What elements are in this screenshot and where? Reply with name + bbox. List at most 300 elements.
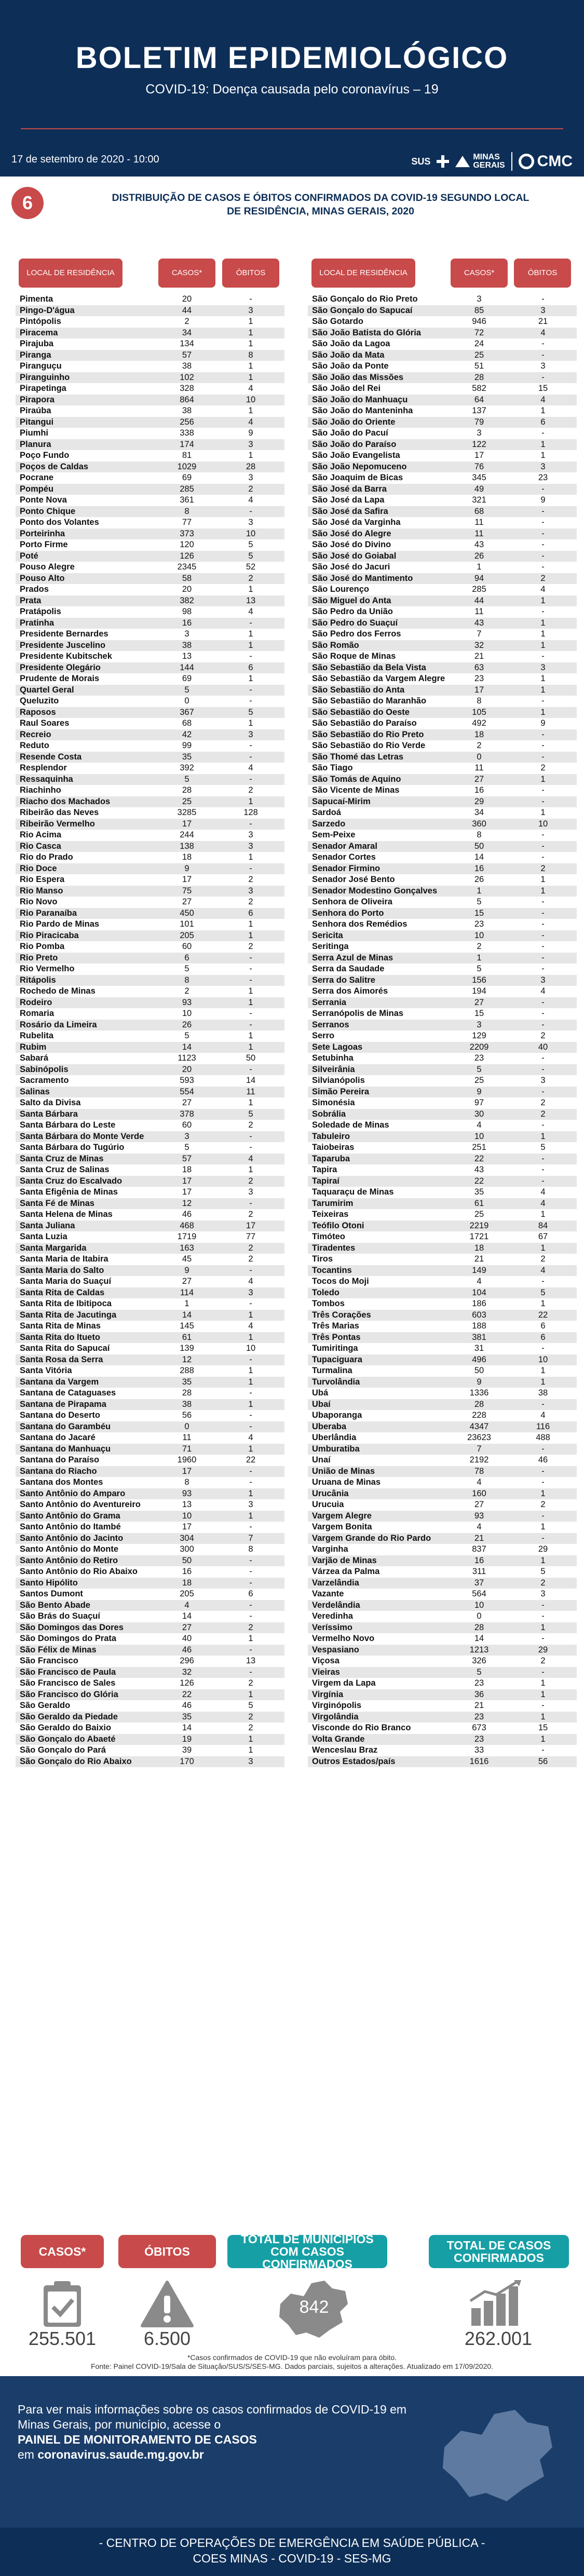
cases-value: 68 [474,506,484,516]
header-casos-left: CASOS* [158,259,215,288]
table-row [308,1466,577,1477]
deaths-value: - [249,618,252,628]
deaths-value: 1 [248,451,253,460]
cases-value: 14 [182,1042,192,1052]
table-row [308,1600,577,1611]
deaths-value: - [249,1477,252,1487]
deaths-value: - [249,1388,252,1398]
municipality-name: Tumiritinga [312,1344,358,1353]
cases-value: 367 [180,707,194,717]
deaths-value: 2 [248,1210,253,1219]
cases-value: 56 [182,1411,192,1420]
footer-line2: COES MINAS - COVID-19 - SES-MG [193,2552,391,2565]
cases-value: 23623 [467,1433,491,1442]
deaths-value: - [249,752,252,762]
municipality-name: São Domingos do Prata [20,1634,117,1643]
municipality-name: São Sebastião da Bela Vista [312,662,426,672]
deaths-value: 84 [538,1221,548,1230]
cases-value: 21 [474,1254,484,1264]
municipality-name: Taiobeiras [312,1143,355,1152]
cases-value: 603 [472,1310,486,1320]
deaths-value: - [541,741,545,750]
municipality-name: Pompéu [20,484,54,494]
cases-value: 27 [182,1098,192,1107]
deaths-value: 6 [248,908,253,918]
deaths-value: 4 [248,1433,253,1442]
table-row [16,1332,284,1344]
table-row [308,1377,577,1388]
cases-value: 864 [180,395,194,404]
municipality-name: Ribeirão Vermelho [20,819,95,829]
deaths-value: - [249,652,252,661]
cases-value: 321 [472,495,486,505]
deaths-value: 1 [248,1310,253,1320]
municipality-name: Virgem da Lapa [312,1678,376,1688]
cases-value: 10 [474,930,484,940]
website-link[interactable]: coronavirus.saude.mg.gov.br [37,2448,204,2461]
cases-value: 1 [477,562,482,572]
deaths-value: 2 [248,875,253,884]
cases-value: 170 [180,1756,194,1766]
cases-value: 174 [180,439,194,449]
municipality-name: Tapiraí [312,1176,339,1186]
table-row [16,562,284,573]
deaths-value: 9 [248,428,253,438]
municipality-name: Varzelândia [312,1578,359,1588]
municipality-name: Silvianópolis [312,1076,365,1085]
deaths-value: - [541,294,545,304]
deaths-value: 2 [540,1254,546,1264]
cases-value: 8 [184,975,189,985]
cases-value: 149 [472,1265,486,1275]
plus-icon [437,155,449,168]
table-row [308,752,577,763]
cases-value: 360 [472,819,486,829]
table-row [308,495,577,506]
table-row [16,439,284,451]
municipality-name: São Francisco de Paula [20,1667,116,1677]
deaths-value: 1 [248,796,253,806]
municipality-name: Poços de Caldas [20,462,89,471]
table-row [308,662,577,674]
municipality-name: Presidente Kubitschek [20,652,112,661]
table-row [308,886,577,897]
municipality-name: Pouso Alegre [20,562,75,572]
table-row [16,1667,284,1678]
deaths-value: 1 [248,1377,253,1387]
panel-link[interactable]: PAINEL DE MONITORAMENTO DE CASOS [18,2433,257,2446]
municipality-name: Sabará [20,1053,49,1063]
deaths-value: 1 [540,685,546,695]
municipality-name: Santa Rita de Minas [20,1321,101,1331]
cases-value: 44 [474,595,484,605]
info-line2: Minas Gerais, por município, acesse o [18,2418,221,2431]
municipality-name: Vargem Bonita [312,1522,372,1531]
table-row [16,908,284,919]
deaths-value: 3 [540,305,546,315]
municipality-name: Santa Margarida [20,1243,87,1253]
municipality-name: Sobrália [312,1109,346,1119]
deaths-value: 1 [248,1042,253,1052]
deaths-value: 1 [248,406,253,415]
logo-strip [411,151,573,172]
table-row [308,953,577,964]
municipality-name: Rio Novo [20,897,58,906]
deaths-value: 1 [540,808,546,817]
table-row [308,897,577,908]
cases-value: 11 [474,763,484,772]
obitos-value: 6.500 [143,2328,191,2349]
municipality-name: Porto Firme [20,540,68,549]
municipality-name: Simonésia [312,1098,355,1107]
deaths-value: 128 [243,808,258,817]
cases-value: 17 [182,1522,192,1531]
deaths-value: 56 [538,1756,548,1766]
municipality-name: Virgolândia [312,1712,359,1721]
municipality-name: Seritinga [312,942,349,951]
deaths-value: 1 [540,618,546,628]
cases-value: 13 [182,1500,192,1509]
municipality-name: Vargem Alegre [312,1511,372,1521]
municipality-name: Senhora dos Remédios [312,919,408,929]
municipality-name: Soledade de Minas [312,1120,389,1130]
deaths-value: 13 [246,1656,256,1665]
table-row [308,796,577,808]
municipality-name: Santana do Paraíso [20,1455,100,1465]
table-row [16,1176,284,1187]
cases-value: 21 [474,1533,484,1543]
cases-value: 27 [182,897,192,906]
municipality-name: Verdelândia [312,1600,360,1610]
municipality-name: Prados [20,585,49,594]
cases-value: 338 [180,428,194,438]
cases-value: 37 [474,1578,484,1588]
deaths-value: 1 [248,1511,253,1521]
cases-value: 311 [472,1567,486,1576]
cases-value: 45 [182,1254,192,1264]
cases-value: 58 [182,573,192,583]
table-row [308,629,577,640]
municipality-name: São Sebastião da Vargem Alegre [312,674,445,683]
deaths-value: 3 [540,662,546,672]
municipality-name: Turmalina [312,1366,352,1375]
municipality-name: Serra do Salitre [312,975,375,985]
table-row [16,395,284,406]
table-row [16,1578,284,1589]
deaths-value: - [541,428,545,438]
table-row [16,405,284,417]
section-title-line1: DISTRIBUIÇÃO DE CASOS E ÓBITOS CONFIRMADOS DA COVID-19 SEGUNDO LOCAL [112,192,529,204]
table-row [16,953,284,964]
deaths-value: 2 [248,573,253,583]
deaths-value: - [541,1444,545,1454]
cases-value: 1 [477,953,482,962]
municipality-name: Santa Rita de Caldas [20,1287,105,1297]
municipality-name: Serranos [312,1020,349,1029]
deaths-value: - [541,1154,545,1163]
cases-value: 582 [472,384,486,393]
cases-value: 1336 [469,1388,489,1398]
info-box [0,2376,584,2528]
cases-value: 61 [474,1198,484,1208]
municipality-name: Três Pontas [312,1332,361,1342]
table-row [308,1042,577,1053]
table-row [16,506,284,518]
municipality-name: Ponto Chique [20,506,76,516]
deaths-value: 1 [540,1488,546,1498]
deaths-value: 3 [248,473,253,482]
deaths-value: 4 [248,607,253,616]
table-row [308,1176,577,1187]
cases-value: 946 [472,317,486,326]
deaths-value: 28 [246,462,256,471]
cases-value: 20 [182,294,192,304]
table-row [16,796,284,808]
deaths-value: 46 [538,1455,548,1465]
cases-value: 5 [184,774,189,784]
municipality-name: Ribeirão das Neves [20,808,99,817]
table-row [308,830,577,841]
header-divider [21,128,563,129]
table-row [16,986,284,997]
cases-value: 78 [474,1466,484,1476]
table-row [16,1142,284,1154]
cases-value: 160 [472,1488,486,1498]
municipality-name: Santa Vitória [20,1366,72,1375]
bar-chart-icon [467,2280,524,2328]
deaths-value: 2 [540,1031,546,1040]
cases-value: 7 [477,1444,482,1454]
table-row [16,1734,284,1745]
municipality-name: São José do Jacuri [312,562,390,572]
deaths-value: 2 [540,1656,546,1665]
deaths-value: 1 [248,585,253,594]
municipality-name: Rio Preto [20,953,58,962]
municipality-name: São Domingos das Dores [20,1622,124,1632]
municipality-name: Visconde do Rio Branco [312,1723,411,1732]
municipality-name: Pocrane [20,473,54,482]
deaths-value: - [541,1511,545,1521]
cases-value: 0 [477,1611,482,1621]
municipality-name: Sete Lagoas [312,1042,363,1052]
municipality-name: Virginópolis [312,1701,362,1710]
deaths-value: - [249,1611,252,1621]
table-row [16,1120,284,1131]
municipality-name: Ubá [312,1388,329,1398]
cases-value: 163 [180,1243,194,1253]
deaths-value: 1 [248,1098,253,1107]
deaths-value: - [249,1522,252,1531]
cases-value: 4 [477,1277,482,1286]
cases-value: 50 [474,1366,484,1375]
table-row [16,1477,284,1488]
municipality-name: Santa Cruz de Salinas [20,1165,110,1174]
table-row [308,1321,577,1332]
table-row [16,1645,284,1656]
table-row [308,863,577,875]
municipality-name: Pratápolis [20,607,61,616]
municipality-name: Urucuia [312,1500,344,1509]
table-row [308,1533,577,1544]
table-row [16,1622,284,1634]
cases-value: 57 [182,1154,192,1163]
table-row [16,551,284,562]
deaths-value: 22 [246,1455,256,1465]
cases-value: 13 [182,652,192,661]
table-row [16,696,284,707]
cases-value: 144 [180,662,194,672]
cases-value: 39 [182,1745,192,1755]
municipality-name: Santo Antônio do Aventureiro [20,1500,141,1509]
municipality-name: Sabinópolis [20,1064,69,1074]
municipality-name: Senador Firmino [312,863,381,873]
municipality-name: São João Evangelista [312,451,400,460]
logo-separator [511,152,512,171]
table-row [16,1321,284,1332]
cases-value: 1 [477,886,482,896]
cases-value: 129 [472,1031,486,1040]
deaths-value: - [249,1411,252,1420]
municipality-name: São João do Paraíso [312,439,397,449]
table-row [308,1700,577,1712]
table-row [308,417,577,428]
table-row [308,1522,577,1533]
table-row [308,573,577,585]
municipality-name: Santo Hipólito [20,1578,78,1588]
cases-value: 16 [182,1567,192,1576]
table-row [308,1298,577,1310]
table-row [308,1578,577,1589]
table-row [16,863,284,875]
cases-value: 25 [474,1076,484,1085]
municipality-name: Santa Helena de Minas [20,1210,113,1219]
cases-value: 1123 [178,1053,196,1063]
municipality-name: Viçosa [312,1656,339,1665]
cases-value: 5 [477,897,482,906]
table-row [308,874,577,886]
cases-value: 42 [182,729,192,739]
table-row [16,305,284,317]
table-row [16,1633,284,1645]
table-row [308,1678,577,1689]
cases-value: 114 [180,1287,194,1297]
deaths-value: 2 [248,785,253,795]
municipality-name: Santa Maria de Itabira [20,1254,108,1264]
cases-value: 76 [474,462,484,471]
deaths-value: - [541,1344,545,1353]
deaths-value: 10 [538,1354,548,1364]
cases-value: 23 [474,1053,484,1063]
table-row [308,606,577,618]
table-row [308,1410,577,1421]
municipality-name: Setubinha [312,1053,354,1063]
table-row [308,316,577,328]
cases-value: 381 [472,1332,486,1342]
cases-value: 23 [474,1712,484,1721]
municipality-name: Tiradentes [312,1243,356,1253]
municipality-name: Vermelho Novo [312,1634,375,1643]
deaths-value: - [249,1667,252,1677]
footnote-line1: *Casos confirmados de COVID-19 que não evoluíram para óbito. [187,2353,397,2362]
cases-value: 28 [182,1388,192,1398]
table-row [16,707,284,718]
deaths-value: 4 [248,763,253,772]
deaths-value: - [249,1600,252,1610]
deaths-value: - [541,562,545,572]
cases-value: 0 [477,752,482,762]
municipality-name: Veríssimo [312,1622,352,1632]
cases-value: 10 [182,1009,192,1018]
table-row [16,1511,284,1522]
deaths-value: 3 [540,1589,546,1598]
municipality-name: Quartel Geral [20,685,74,695]
table-row [308,361,577,372]
cases-value: 16 [474,1555,484,1565]
deaths-value: 1 [248,1634,253,1643]
cases-value: 104 [472,1287,486,1297]
table-row [308,350,577,361]
table-row [308,551,577,562]
cases-value: 15 [474,908,484,918]
table-row [308,1276,577,1287]
municipality-name: Resplendor [20,763,67,772]
table-row [16,1689,284,1701]
municipality-name: São Romão [312,640,359,650]
municipality-name: Planura [20,439,51,449]
municipality-name: Rio Pardo de Minas [20,919,100,929]
municipality-name: Santa Cruz de Minas [20,1154,104,1163]
deaths-value: - [249,1064,252,1074]
page-subtitle: COVID-19: Doença causada pelo coronavírus – 19 [145,82,439,97]
deaths-value: 1 [540,439,546,449]
info-line1: Para ver mais informações sobre os casos confirmados de COVID-19 em [18,2403,407,2416]
deaths-value: 1 [540,1243,546,1253]
municipality-name: Santana dos Montes [20,1477,103,1487]
municipality-name: São Lourenço [312,585,370,594]
municipality-name: Santa Cruz do Escalvado [20,1176,123,1186]
deaths-value: 23 [538,473,548,482]
cases-value: 93 [474,1511,484,1521]
cases-value: 285 [180,484,194,494]
cases-value: 5 [184,1143,189,1152]
table-row [308,997,577,1009]
municipality-name: Santana do Riacho [20,1466,97,1476]
cases-value: 554 [180,1087,194,1096]
cases-value: 26 [474,551,484,561]
municipality-name: Sericita [312,930,343,940]
cases-value: 14 [182,1310,192,1320]
deaths-value: - [541,551,545,561]
cases-value: 93 [182,997,192,1007]
deaths-value: 1 [540,1366,546,1375]
table-row [16,1198,284,1210]
municipality-name: Tabuleiro [312,1131,350,1141]
cases-value: 18 [474,729,484,739]
table-row [16,450,284,462]
municipality-name: Porteirinha [20,528,65,538]
municipality-name: Pouso Alto [20,573,65,583]
deaths-value: - [249,1198,252,1208]
cases-value: 2219 [469,1221,489,1230]
table-row [308,338,577,350]
deaths-value: - [541,1120,545,1130]
table-row [16,1097,284,1109]
deaths-value: - [541,1009,545,1018]
municipality-name: Ressaquinha [20,774,73,784]
table-row [308,1097,577,1109]
deaths-value: 15 [538,1723,548,1732]
municipality-name: Teófilo Otoni [312,1221,364,1230]
